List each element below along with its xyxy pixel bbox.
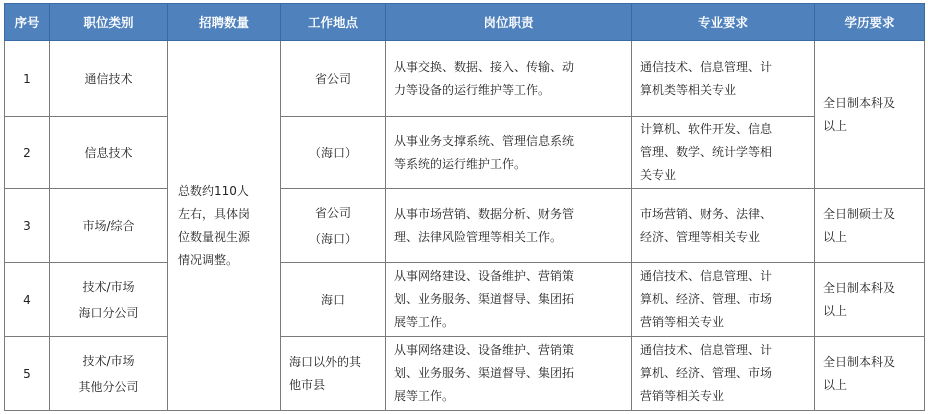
row-category-line2: 海口分公司	[78, 305, 139, 320]
row-major-text: 通信技术、信息管理、计 算机、经济、管理、市场 营销等相关专业	[640, 269, 773, 329]
row-no	[5, 41, 50, 117]
row-no-text: 5	[23, 366, 31, 381]
row-category-text: 市场/综合	[82, 219, 135, 233]
row-no	[5, 337, 50, 411]
row-education	[815, 189, 925, 263]
header-education: 学历要求	[815, 4, 925, 41]
row-duty-text: 从事业务支撑系统、管理信息系统 等系统的运行维护工作。	[394, 133, 575, 171]
row-location-text: 海口	[320, 293, 345, 307]
row-location-text: 海口以外的其 他市县	[289, 354, 362, 392]
headcount-cell	[168, 41, 281, 411]
row-duty	[386, 41, 632, 117]
recruitment-table-container	[4, 3, 924, 411]
table-row	[5, 117, 925, 189]
table-row	[5, 189, 925, 263]
row-location-text: 省公司	[314, 72, 351, 86]
row-location	[281, 263, 386, 337]
row-education-text: 全日制硕士及 以上	[823, 206, 896, 244]
row-location-line1: 省公司	[314, 205, 351, 220]
table-row	[5, 263, 925, 337]
recruitment-table	[4, 3, 925, 411]
row-no-text: 2	[23, 145, 31, 160]
row-education	[815, 337, 925, 411]
row-location	[281, 41, 386, 117]
header-major: 专业要求	[632, 4, 815, 41]
row-no-text: 3	[23, 218, 31, 233]
table-row	[5, 41, 925, 117]
header-headcount: 招聘数量	[168, 4, 281, 41]
row-category	[50, 41, 168, 117]
row-category	[50, 189, 168, 263]
row-no-text: 4	[23, 292, 31, 307]
row-duty	[386, 189, 632, 263]
row-duty-text: 从事交换、数据、接入、传输、动 力等设备的运行维护等工作。	[394, 59, 575, 97]
row-no	[5, 189, 50, 263]
row-major-text: 市场营销、财务、法律、 经济、管理等相关专业	[640, 206, 773, 244]
row-category-line1: 技术/市场	[82, 279, 135, 294]
row-education-text: 全日制本科及 以上	[823, 280, 896, 318]
row-location	[281, 189, 386, 263]
row-category	[50, 337, 168, 411]
row-category-text: 通信技术	[84, 72, 133, 86]
headcount-text: 总数约110人 左右，具体岗 位数量视生源 情况调整。	[178, 183, 251, 267]
row-major-text: 计算机、软件开发、信息 管理、数学、统计学等相 关专业	[640, 122, 773, 182]
header-location: 工作地点	[281, 4, 386, 41]
header-category: 职位类别	[50, 4, 168, 41]
row-location-line2: （海口）	[308, 231, 357, 246]
row-duty-text: 从事网络建设、设备维护、营销策 划、业务服务、渠道督导、集团拓 展等工作。	[394, 343, 575, 403]
row-location	[281, 117, 386, 189]
row-education-text: 全日制本科及 以上	[823, 354, 896, 392]
row-category-text: 信息技术	[84, 146, 133, 160]
row-education-text: 全日制本科及 以上	[823, 95, 896, 133]
row-major	[632, 117, 815, 189]
row-major-text: 通信技术、信息管理、计 算机类等相关专业	[640, 59, 773, 97]
row-no	[5, 117, 50, 189]
row-major	[632, 337, 815, 411]
row-major	[632, 263, 815, 337]
row-no-text: 1	[23, 71, 31, 86]
table-header-row	[5, 4, 925, 41]
row-category	[50, 117, 168, 189]
row-category-line1: 技术/市场	[82, 353, 135, 368]
row-duty	[386, 337, 632, 411]
row-location-text: （海口）	[308, 146, 357, 160]
row-duty-text: 从事网络建设、设备维护、营销策 划、业务服务、渠道督导、集团拓 展等工作。	[394, 269, 575, 329]
row-duty	[386, 263, 632, 337]
row-duty-text: 从事市场营销、数据分析、财务管 理、法律风险管理等相关工作。	[394, 206, 575, 244]
row-major	[632, 189, 815, 263]
row-major	[632, 41, 815, 117]
row-category	[50, 263, 168, 337]
row-category-line2: 其他分公司	[78, 379, 139, 394]
row-education	[815, 263, 925, 337]
row-location	[281, 337, 386, 411]
row-education	[815, 41, 925, 189]
header-duty: 岗位职责	[386, 4, 632, 41]
table-row	[5, 337, 925, 411]
row-major-text: 通信技术、信息管理、计 算机、经济、管理、市场 营销等相关专业	[640, 343, 773, 403]
header-no: 序号	[5, 4, 50, 41]
row-no	[5, 263, 50, 337]
row-duty	[386, 117, 632, 189]
